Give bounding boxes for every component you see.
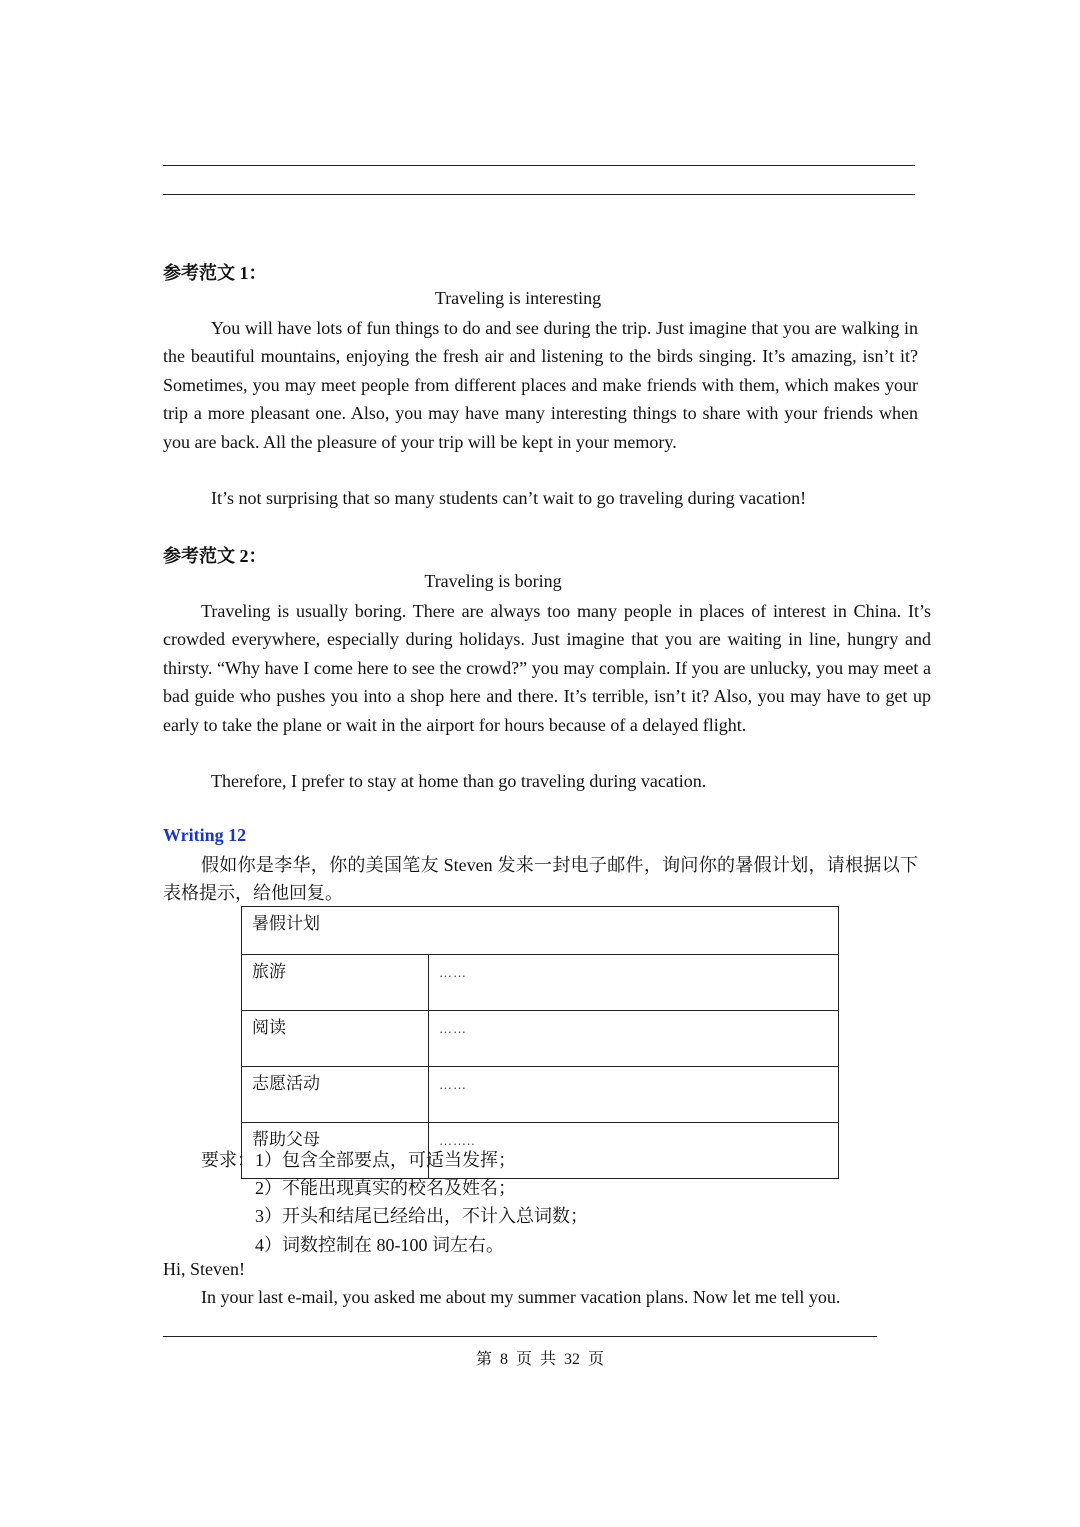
model1-heading: 参考范文 1： xyxy=(163,263,267,283)
model1-paragraph-1: You will have lots of fun things to do and see during the trip. Just imagine that you are walking in the beautiful mountains, enjoying the fresh air and listening to the birds singing. It’s amazing, isn’t it? Sometimes, you may meet people from different places and make friends with them, which makes your trip a more pleasant one. Also, you may have many interesting things to share with your friends when you are back. All the pleasure of your trip will be kept in your memory. xyxy=(163,318,918,452)
table-detail-cell: …….. xyxy=(429,1123,839,1179)
table-row xyxy=(242,1067,839,1123)
table-item-cell: 旅游 xyxy=(242,955,429,1011)
requirement-item: 1）包含全部要点，可适当发挥； xyxy=(255,1150,516,1170)
answer-line-2 xyxy=(163,194,915,195)
model1-title: Traveling is interesting xyxy=(434,288,602,308)
answer-line-1 xyxy=(163,165,915,166)
model1-paragraph-2: It’s not surprising that so many students can’t wait to go traveling during vacation! xyxy=(211,488,807,508)
requirement-item: 4）词数控制在 80-100 词左右。 xyxy=(255,1235,504,1255)
letter-greeting: Hi, Steven! xyxy=(163,1259,245,1279)
table-row xyxy=(242,1011,839,1067)
model2-paragraph-2: Therefore, I prefer to stay at home than go traveling during vacation. xyxy=(211,771,707,791)
writing-12-label: Writing 12 xyxy=(163,825,247,845)
requirement-item: 3）开头和结尾已经给出，不计入总词数； xyxy=(255,1206,588,1226)
table-item-cell: 志愿活动 xyxy=(242,1067,429,1123)
model2-title: Traveling is boring xyxy=(424,571,562,591)
table-detail-cell: …… xyxy=(429,1011,839,1067)
writing-12-prompt: 假如你是李华，你的美国笔友 Steven 发来一封电子邮件，询问你的暑假计划，请根据以下表格提示，给他回复。 xyxy=(163,855,918,904)
table-header-cell: 暑假计划 xyxy=(242,907,839,955)
table-header-row xyxy=(242,907,839,955)
requirements-lead: 要求： xyxy=(201,1150,255,1170)
letter-opening: In your last e-mail, you asked me about my summer vacation plans. Now let me tell you. xyxy=(201,1287,841,1307)
answer-line-3 xyxy=(163,1336,877,1337)
page-footer: 第 8 页 共 32 页 xyxy=(475,1351,604,1368)
model2-heading: 参考范文 2： xyxy=(163,546,267,566)
table-item-cell: 帮助父母 xyxy=(242,1123,429,1179)
table-detail-cell: …… xyxy=(429,1067,839,1123)
table-row xyxy=(242,955,839,1011)
table-item-cell: 阅读 xyxy=(242,1011,429,1067)
summer-plan-table xyxy=(241,906,839,1179)
requirement-item: 2）不能出现真实的校名及姓名； xyxy=(255,1178,516,1198)
table-detail-cell: …… xyxy=(429,955,839,1011)
model2-paragraph-1: Traveling is usually boring. There are always too many people in places of interest in China. It’s crowded everywhere, especially during holidays. Just imagine that you are waiting in line, hungry and thirsty. “Why have I come here to see the crowd?” you may complain. If you are unlucky, you may meet a bad guide who pushes you into a shop here and there. It’s terrible, isn’t it? Also, you may have to get up early to take the plane or wait in the airport for hours because of a delayed flight. xyxy=(163,601,931,735)
